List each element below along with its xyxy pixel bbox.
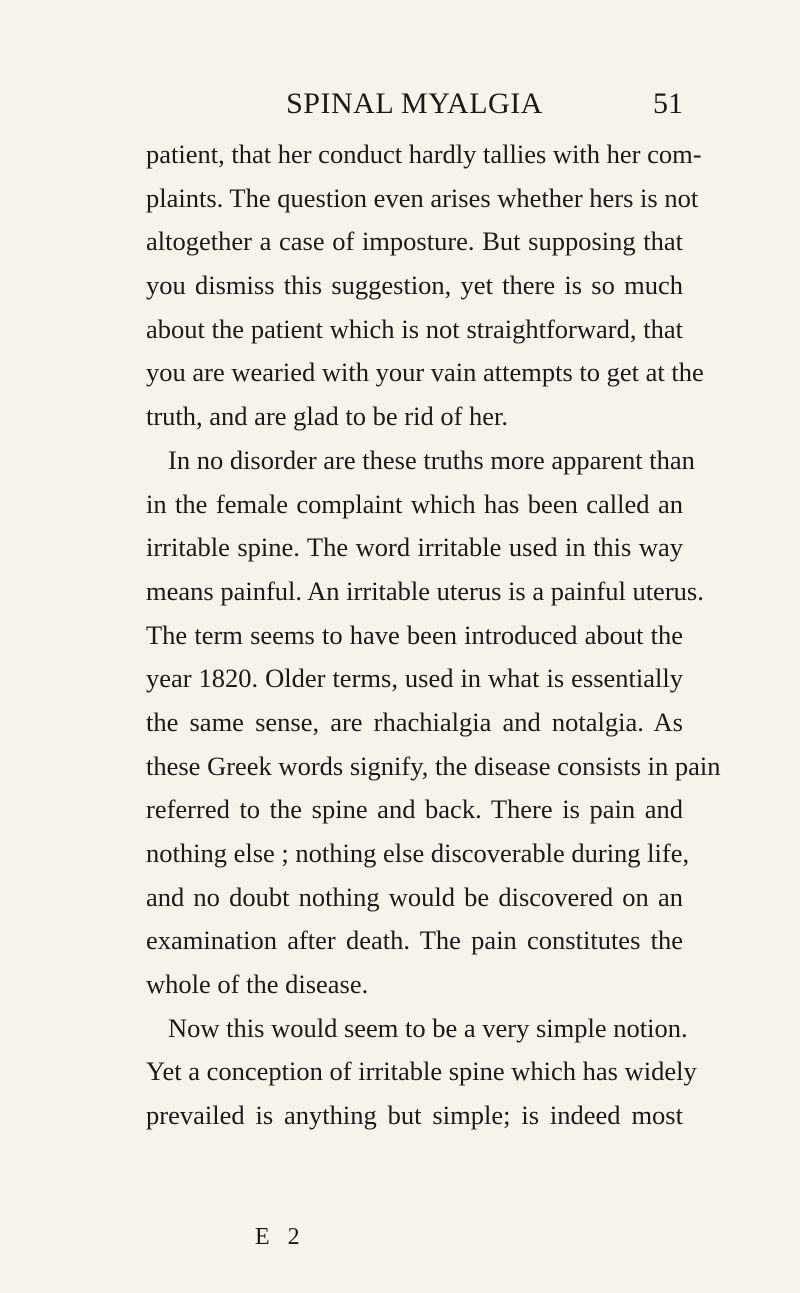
text-line: truth, and are glad to be rid of her. [146,401,509,432]
text-line: and no doubt nothing would be discovered on an [146,881,683,912]
text-line: whole of the disease. [146,969,369,1000]
text-line: altogether a case of imposture. But supposing that [146,226,683,257]
text-line: Yet a conception of irritable spine which has widely [146,1056,697,1087]
page-number: 51 [653,87,683,120]
running-head-title: SPINAL MYALGIA [286,87,543,120]
text-line: in the female complaint which has been called an [146,488,683,519]
running-head [146,84,683,124]
text-line: prevailed is anything but simple; is indeed most [146,1100,683,1131]
text-line: irritable spine. The word irritable used in this way [146,532,683,563]
text-line: patient, that her conduct hardly tallies with her com- [146,139,702,169]
text-line: year 1820. Older terms, used in what is essentially [146,663,683,694]
text-line: The term seems to have been introduced about the [146,619,683,650]
text-line: nothing else ; nothing else discoverable during life, [146,838,690,868]
text-line: means painful. An irritable uterus is a painful uterus. [146,575,704,606]
text-line: you dismiss this suggestion, yet there is so much [146,270,683,301]
body-text [146,133,721,1138]
text-line: examination after death. The pain constitutes the [146,925,683,956]
text-line: plaints. The question even arises whether hers is not [146,182,699,213]
text-line: these Greek words signify, the disease consists in pain [146,750,721,781]
text-line: In no disorder are these truths more apparent than [168,444,695,475]
text-line: you are wearied with your vain attempts to get at the [146,357,704,388]
text-line: Now this would seem to be a very simple notion. [168,1012,688,1043]
text-line: about the patient which is not straightforward, that [146,313,683,344]
signature-mark: E 2 [255,1224,306,1250]
text-line: referred to the spine and back. There is pain and [146,794,683,825]
text-line: the same sense, are rhachialgia and notalgia. As [146,706,683,737]
